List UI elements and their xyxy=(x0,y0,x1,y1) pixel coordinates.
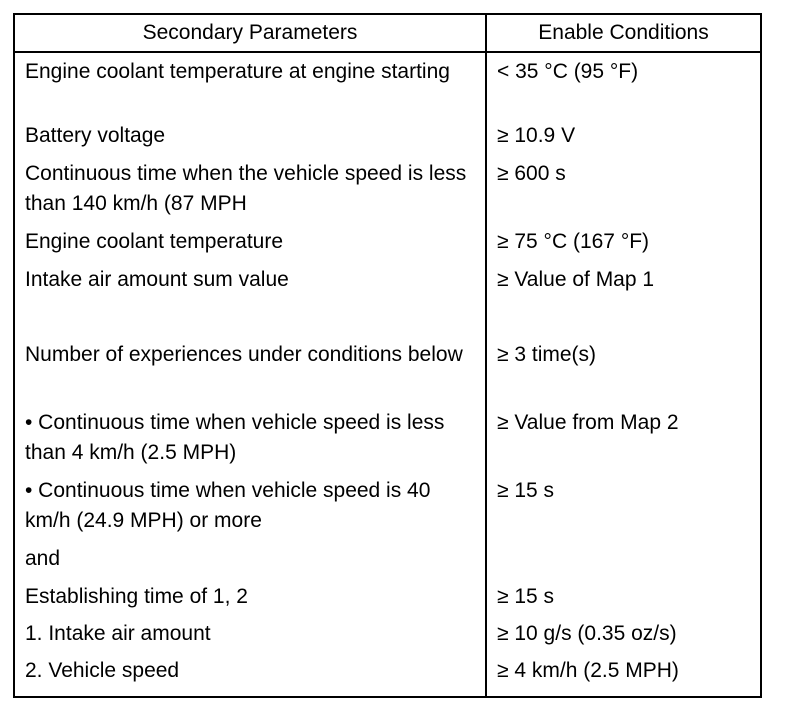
parameters-table xyxy=(13,13,762,698)
table-row xyxy=(14,340,761,408)
header-secondary-parameters: Secondary Parameters xyxy=(14,14,486,52)
parameter-cell: • Continuous time when vehicle speed is 40 km/h (24.9 MPH) or more xyxy=(14,476,486,544)
parameter-cell: Engine coolant temperature xyxy=(14,227,486,265)
condition-cell: ≥ 15 s xyxy=(497,479,555,502)
condition-cell: ≥ 15 s xyxy=(497,585,555,608)
condition-cell: ≥ 10.9 V xyxy=(497,124,576,147)
parameter-cell: • Continuous time when vehicle speed is less than 4 km/h (2.5 MPH) xyxy=(14,408,486,476)
condition-cell: ≥ 75 °C (167 °F) xyxy=(497,230,650,253)
table-row xyxy=(14,52,761,121)
parameter-cell: Number of experiences under conditions below xyxy=(14,340,486,408)
condition-cell: ≥ Value from Map 2 xyxy=(497,411,679,434)
condition-cell: < 35 °C (95 °F) xyxy=(497,60,639,83)
table-row xyxy=(14,544,761,582)
parameter-cell: Intake air amount sum value xyxy=(14,265,486,340)
condition-cell: ≥ Value of Map 1 xyxy=(497,268,655,291)
condition-cell: ≥ 600 s xyxy=(497,162,566,185)
parameter-cell: Battery voltage xyxy=(14,121,486,159)
header-enable-conditions: Enable Conditions xyxy=(486,14,761,52)
condition-cell: ≥ 4 km/h (2.5 MPH) xyxy=(497,659,679,682)
header-row xyxy=(14,14,761,52)
table-row xyxy=(14,476,761,544)
parameter-cell: 2. Vehicle speed xyxy=(14,656,486,697)
table-row xyxy=(14,121,761,159)
parameter-cell: Engine coolant temperature at engine starting xyxy=(14,52,486,121)
parameter-cell: 1. Intake air amount xyxy=(14,619,486,656)
parameter-cell: and xyxy=(14,544,486,582)
condition-cell: ≥ 10 g/s (0.35 oz/s) xyxy=(497,622,677,645)
table-row xyxy=(14,265,761,340)
table-row xyxy=(14,227,761,265)
table-row xyxy=(14,656,761,697)
condition-cell: ≥ 3 time(s) xyxy=(497,343,597,366)
condition-cell xyxy=(486,544,761,582)
table-row xyxy=(14,619,761,656)
table-row xyxy=(14,408,761,476)
table-row xyxy=(14,159,761,227)
parameter-cell: Continuous time when the vehicle speed is less than 140 km/h (87 MPH xyxy=(14,159,486,227)
table-row xyxy=(14,582,761,619)
parameter-cell: Establishing time of 1, 2 xyxy=(14,582,486,619)
